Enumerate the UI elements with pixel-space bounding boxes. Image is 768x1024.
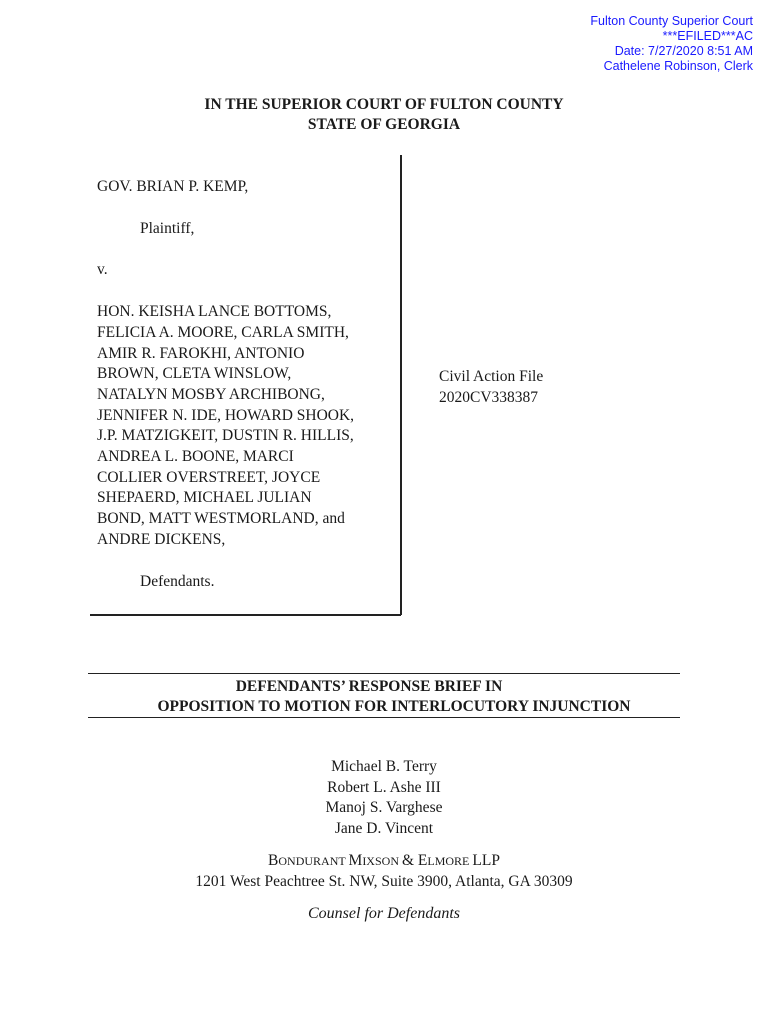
- civil-action-number: 2020CV338387: [439, 389, 539, 406]
- court-state: STATE OF GEORGIA: [307, 116, 461, 133]
- defendant-line: BROWN, CLETA WINSLOW,: [97, 365, 292, 383]
- defendant-line: HON. KEISHA LANCE BOTTOMS,: [97, 303, 332, 321]
- defendant-line: AMIR R. FAROKHI, ANTONIO: [97, 344, 305, 362]
- stamp-date: Date: 7/27/2020 8:51 AM: [614, 44, 753, 58]
- civil-action-label: Civil Action File: [439, 368, 544, 385]
- title-top-rule: [88, 673, 680, 674]
- case-caption: [97, 177, 402, 592]
- caption-bottom-rule: [90, 614, 401, 616]
- defendants-list: [97, 302, 402, 550]
- defendants-label: Defendants.: [140, 572, 215, 590]
- attorney-name: Michael B. Terry: [331, 758, 437, 775]
- efile-stamp: [590, 14, 753, 74]
- plaintiff-label: Plaintiff,: [140, 219, 195, 237]
- stamp-efiled: ***EFILED***AC: [662, 29, 753, 43]
- attorney-name: Robert L. Ashe III: [327, 778, 441, 796]
- defendant-line: BOND, MATT WESTMORLAND, and: [97, 510, 345, 528]
- title-bottom-rule: [88, 717, 680, 718]
- court-name: IN THE SUPERIOR COURT OF FULTON COUNTY: [204, 96, 564, 113]
- versus: v.: [97, 261, 108, 279]
- caption-vertical-divider: [400, 155, 402, 615]
- defendant-line: COLLIER OVERSTREET, JOYCE: [97, 468, 321, 486]
- court-header: [0, 95, 768, 135]
- brief-title-line1: DEFENDANTS’ RESPONSE BRIEF IN: [235, 678, 503, 695]
- stamp-clerk: Cathelene Robinson, Clerk: [603, 59, 753, 73]
- defendant-line: NATALYN MOSBY ARCHIBONG,: [97, 385, 325, 403]
- attorney-name: Manoj S. Varghese: [325, 799, 443, 817]
- brief-title: [88, 677, 680, 717]
- defendant-line: ANDRE DICKENS,: [97, 530, 226, 548]
- counsel-block: [0, 757, 768, 925]
- civil-action-block: [439, 366, 543, 408]
- defendant-line: J.P. MATZIGKEIT, DUSTIN R. HILLIS,: [97, 427, 354, 445]
- defendant-line: ANDREA L. BOONE, MARCI: [97, 448, 294, 466]
- defendant-line: JENNIFER N. IDE, HOWARD SHOOK,: [97, 406, 355, 424]
- brief-title-line2: OPPOSITION TO MOTION FOR INTERLOCUTORY INJUNCTION: [157, 698, 631, 715]
- defendant-line: FELICIA A. MOORE, CARLA SMITH,: [97, 323, 349, 341]
- attorney-name: Jane D. Vincent: [334, 820, 434, 838]
- defendant-line: SHEPAERD, MICHAEL JULIAN: [97, 489, 312, 507]
- firm-address: 1201 West Peachtree St. NW, Suite 3900, Atlanta, GA 30309: [195, 872, 573, 890]
- stamp-court: Fulton County Superior Court: [590, 14, 753, 28]
- counsel-role: Counsel for Defendants: [308, 905, 460, 923]
- law-firm-name: BONDURANT MIXSON & ELMORE LLP: [268, 851, 500, 869]
- plaintiff-name: GOV. BRIAN P. KEMP,: [97, 178, 249, 195]
